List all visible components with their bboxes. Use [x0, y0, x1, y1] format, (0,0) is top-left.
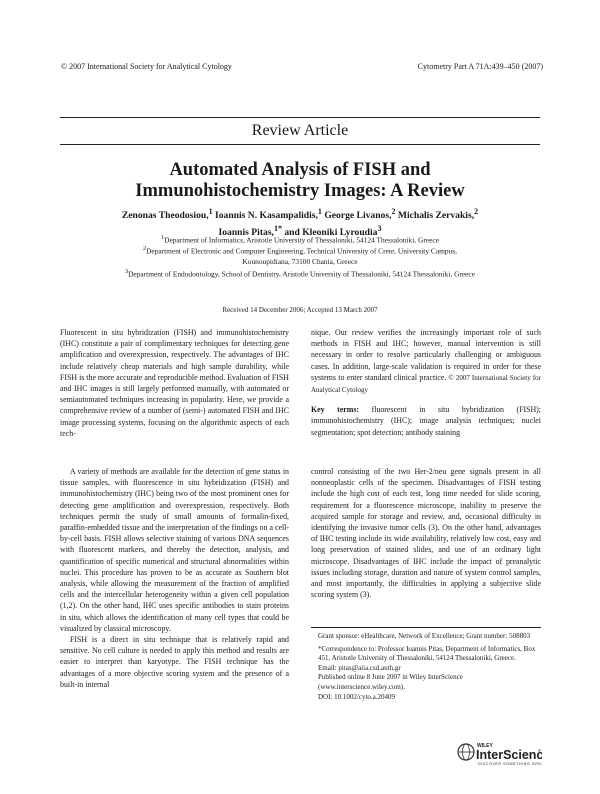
- affiliation-text: Department of Electronic and Computer Engineering, Technical University of Crete, University Campus,: [146, 246, 457, 256]
- author-name: Ioannis Pitas,: [218, 226, 274, 238]
- author-affil-sup: 1: [317, 207, 322, 216]
- keywords-text: fluorescent in situ hybridization (FISH); immunohistochemistry (IHC); image analysis techniques; nuclei segmentation; spot detection; antibody staining: [311, 405, 541, 437]
- logo-tagline: DISCOVER SOMETHING GREAT: [478, 762, 542, 766]
- author-line-1: [80, 206, 520, 223]
- author-affil-sup: 1: [273, 223, 278, 233]
- abstract-text: Fluorescent in situ hybridization (FISH) and immunohistochemistry (IHC) constitute a pair of complimentary techniques for detecting gene amplification and overexpression, respectively. The advantages of IHC include relatively cheap materials and high sample durability, while FISH is the more accurate and reproducible method. Evaluation of FISH and IHC images is still largely performed manually, with automated or semiautomated techniques increasing in popularity. Here, we provide a comprehensive review of a number of (semi-) automated FISH and IHC image processing systems, focusing on the algorithmic aspects of each tech-: [60, 328, 289, 438]
- author-name: Michalis Zervakis,: [395, 210, 475, 222]
- body-paragraph: FISH is a direct in situ technique that is relatively rapid and sensitive. No cell culture is needed to apply this method and results are easier to interpret than karyotype. The FISH technique has the advantages of a more objective scoring system and the presence of a built-in internal: [60, 635, 289, 689]
- author-name: George Livanos,: [321, 210, 392, 222]
- abstract-sentence: nique. Our review verifies the increasingly important role of such methods in FISH and IHC; however, manual intervention is still necessary in order to resolve particularly challenging or ambiguous cases. In addition, large-scale validation is required in order for these systems to enter standard clinical practice.: [311, 328, 541, 382]
- running-header-right: Cytometry Part A 71A:439–450 (2007): [417, 62, 543, 71]
- body-left-column: [60, 466, 289, 690]
- affiliation-text: Kounoupidiana, 73100 Chania, Greece: [242, 256, 358, 266]
- body-right-column: [311, 466, 541, 600]
- abstract-left-column: [60, 327, 289, 439]
- wiley-interscience-logo: [457, 740, 542, 774]
- affiliation-2: [60, 244, 540, 267]
- footnote-doi: DOI: 10.1002/cyto.a.20409: [318, 692, 395, 701]
- affiliation-3: [60, 267, 540, 280]
- footnote-rule: [311, 627, 541, 628]
- abstract-copyright: © 2007 International Society for Analytical Cytology: [311, 373, 541, 395]
- author-name: and Kleoniki Lyroudia: [281, 226, 378, 238]
- abstract-right-column: [311, 327, 541, 438]
- author-name: Zenonas Theodosiou,: [121, 210, 209, 222]
- article-title: [60, 160, 540, 202]
- body-paragraph: control consisting of the two Her-2/neu gene signals present in all nonneoplastic cells of the specimen. Disadvantages of FISH testing include the high cost of each test, long time needed for slide scoring, requirement for a fluorescence microscope, inability to preserve the acquired sample for storage and review, and, occasional difficulty in identifying the invasive tumor cells (3). On the other hand, advantages of IHC testing include its wide availability, relatively low cost, easy and long preservation of stained slides, and use of an ordinary light microscope. Disadvantages of IHC include the impact of preanalytic issues including storage, duration and nature of system control samples, and most importantly, the difficulties in applying a subjective slide scoring system (3).: [311, 467, 541, 600]
- body-paragraph: A variety of methods are available for the detection of gene status in tissue samples, with fluorescence in situ hybridization (FISH) and immunohistochemistry (IHC) being two of the most prominent ones for detecting gene amplification and overexpression, respectively. Both techniques permit the study of small amounts of formalin-fixed, paraffin-embedded tissue and the interpretation of the findings on a cell-by-cell basis. FISH allows selective staining of various DNA sequences with fluorescent markers, and thereby the detection, analysis, and quantification of specific numerical and structural abnormalities within nuclei. This procedure has proven to be as accurate as Southern blot analysis, while allowing the measurement of the fraction of amplified cells and the intercellular heterogeneity within a given cell population (1,2). On the other hand, IHC uses specific antibodies to stain proteins in situ, which allows the identification of many cell types that could be visualized by classical microscopy.: [60, 467, 289, 633]
- affil-sup: 3: [125, 269, 129, 275]
- logo-registered-mark: ®: [538, 748, 541, 753]
- author-affil-sup: 2: [474, 207, 479, 216]
- author-name: Ioannis N. Kasampalidis,: [212, 210, 318, 222]
- footnote-email: Email: pitas@aiia.csd.auth.gr: [318, 663, 401, 672]
- author-affil-sup: 1: [208, 207, 213, 216]
- logo-wiley-text: WILEY: [477, 743, 493, 749]
- title-line-1: Automated Analysis of FISH and: [169, 160, 431, 180]
- section-rule-bottom: [60, 144, 540, 145]
- title-line-2: Immunohistochemistry Images: A Review: [135, 181, 465, 201]
- keywords-label: Key terms:: [311, 405, 360, 415]
- footnote-grant: Grant sponsor: eHealthcare, Network of Excellence; Grant number: 508803: [318, 632, 531, 640]
- affiliation-text: Department of Endodontology, School of Dentistry, Aristotle University of Thessaloniki, 54124 Thessaloniki, Greece: [128, 269, 475, 279]
- affil-sup: 1: [161, 235, 165, 241]
- footnotes: [318, 632, 540, 702]
- author-affil-sup: 3: [377, 223, 382, 233]
- footnote-published: Published online 8 June 2007 in Wiley InterScience (www.interscience.wiley.com).: [318, 673, 463, 691]
- abstract-text-continued: [311, 327, 541, 396]
- affil-sup: 2: [143, 246, 147, 252]
- affiliation-text: Department of Informatics, Aristotle University of Thessaloniki, 54124 Thessaloniki, Greece: [164, 235, 439, 245]
- logo-interscience-text: InterScienc: [476, 748, 542, 762]
- section-rule-top: [60, 117, 540, 118]
- running-header-left: © 2007 International Society for Analytical Cytology: [61, 62, 232, 71]
- corresponding-author-mark: *: [277, 223, 282, 233]
- author-affil-sup: 2: [391, 207, 396, 216]
- section-label: Review Article: [251, 122, 349, 139]
- footnote-correspondence: *Correspondence to: Professor Ioannis Pitas, Department of Informatics, Box 451, Aristotle University of Thessaloniki, 54124 Thessaloniki, Greece.: [318, 644, 536, 663]
- received-dates: Received 14 December 2006; Accepted 13 March 2007: [222, 306, 378, 314]
- keywords: [311, 404, 541, 438]
- wiley-logo-graphic: [457, 740, 542, 774]
